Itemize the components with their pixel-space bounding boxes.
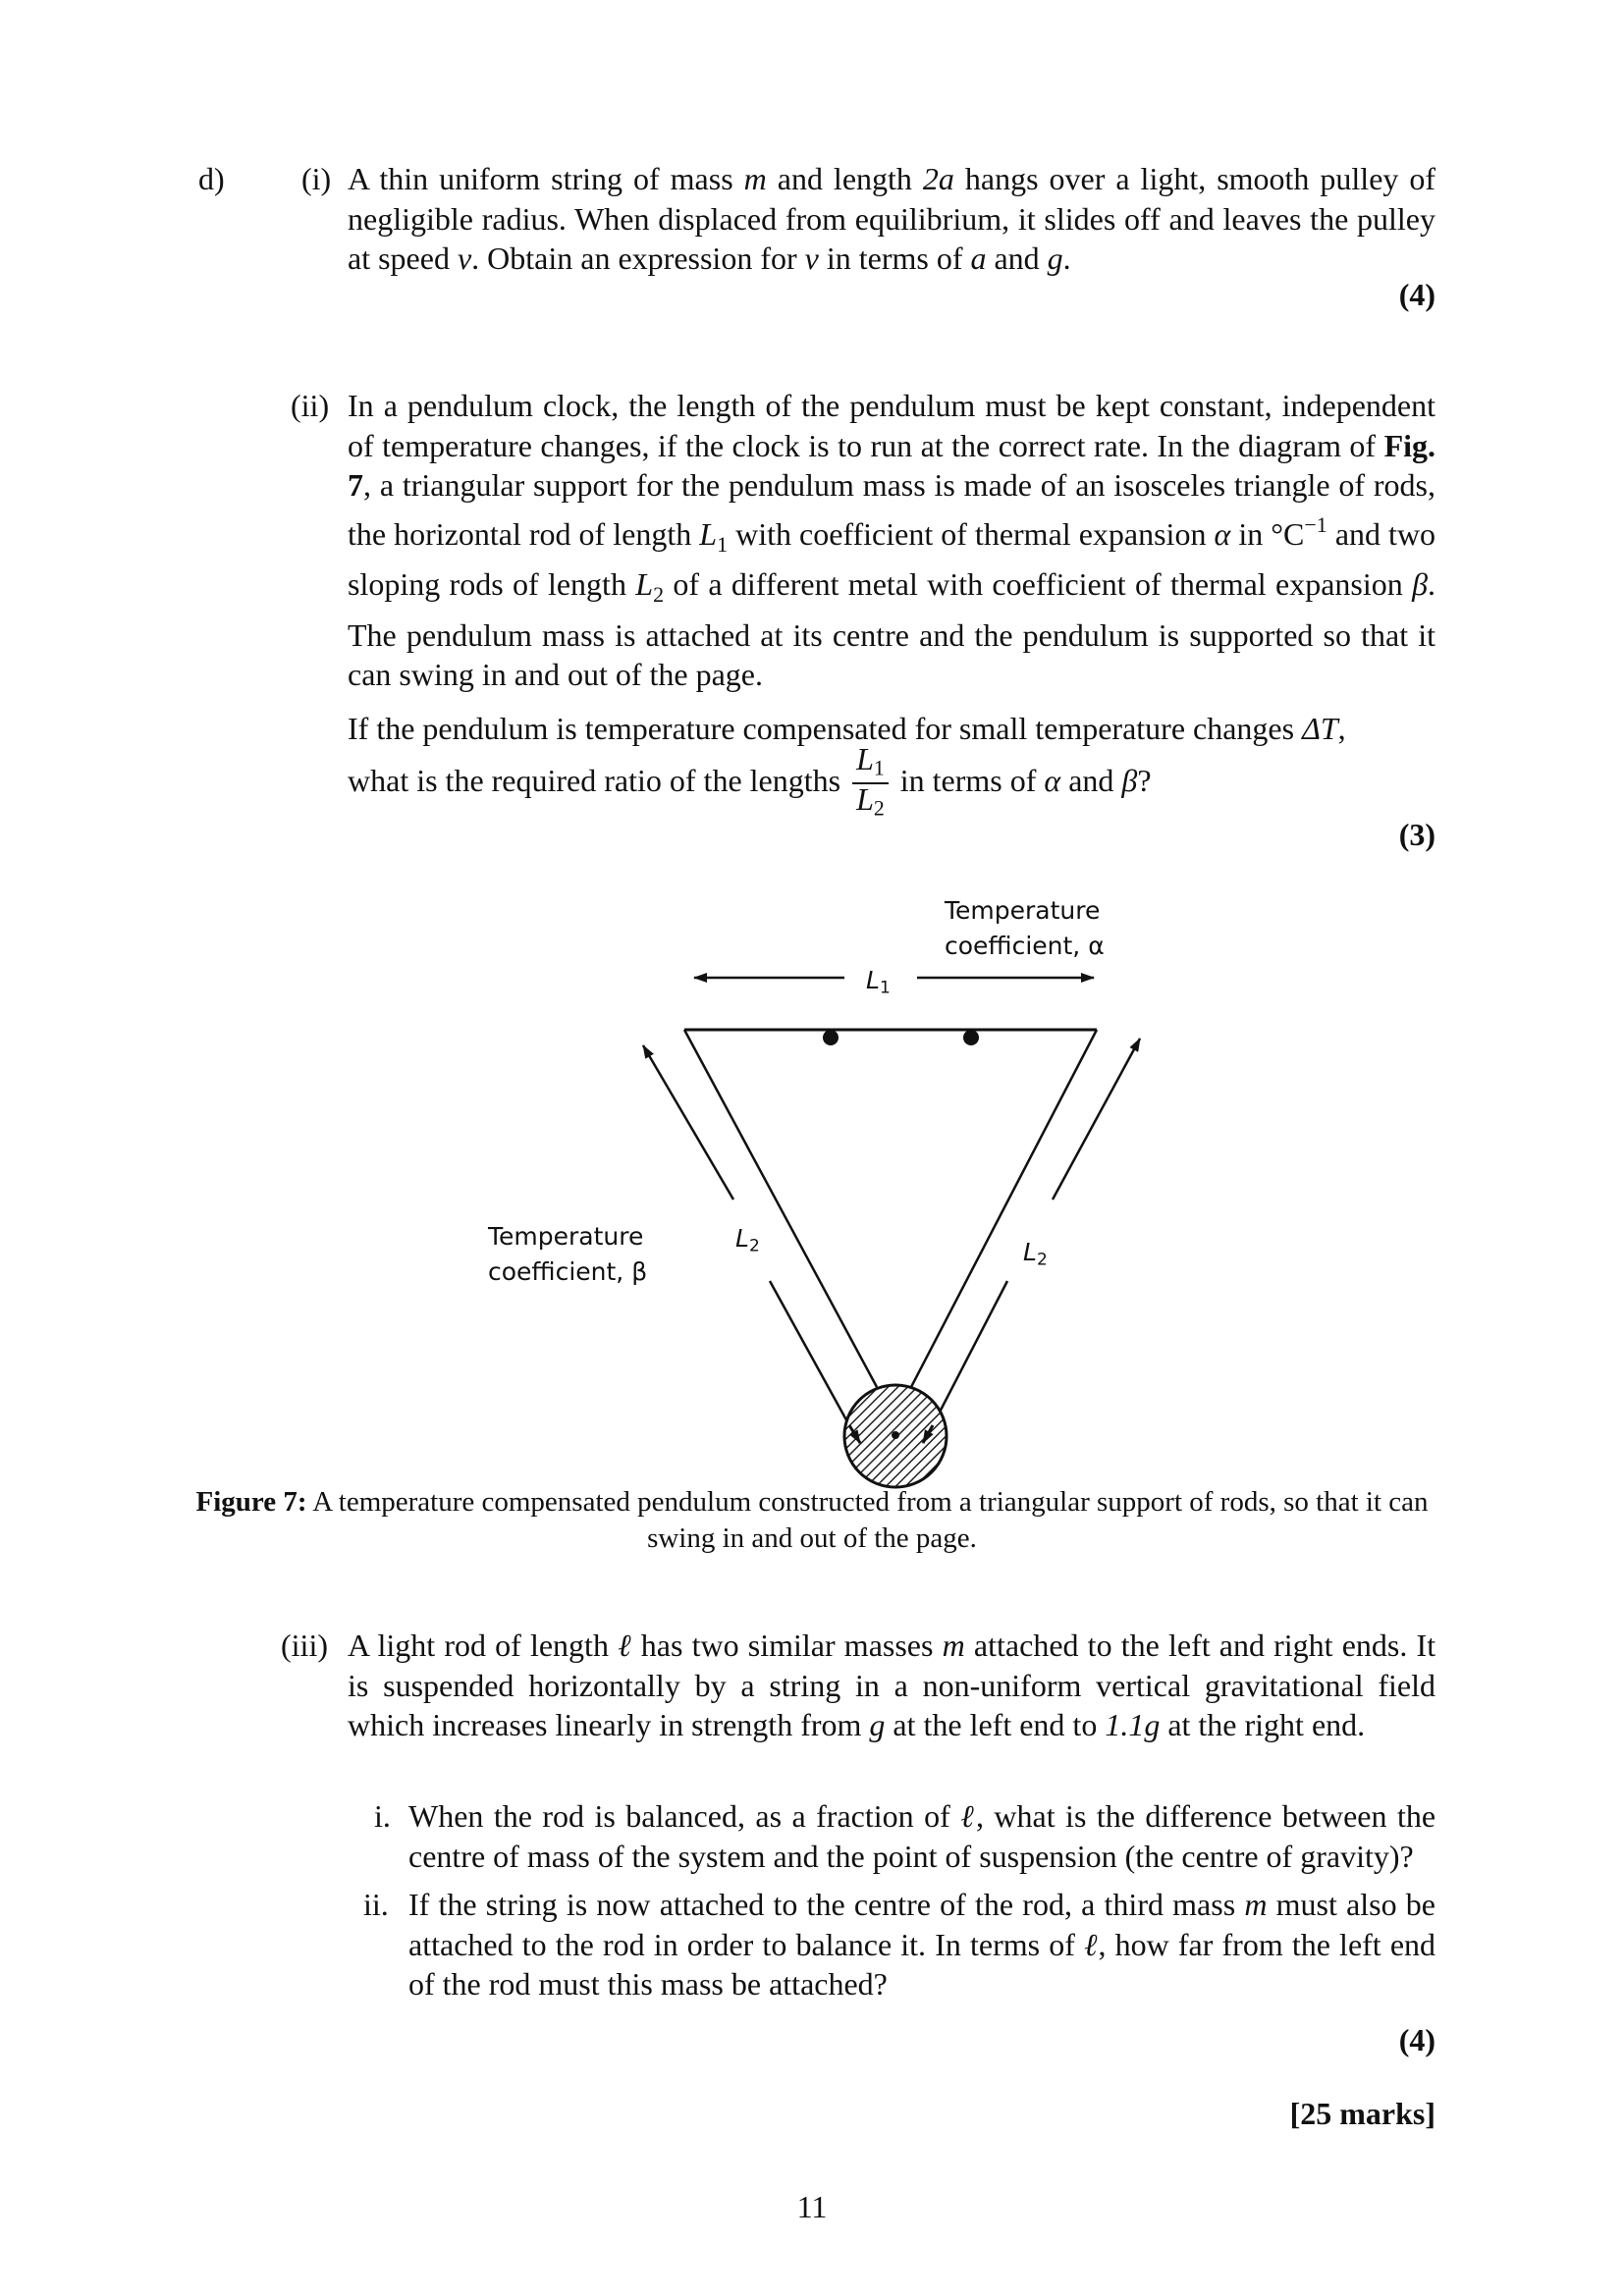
label-alpha: Temperature coefficient, α [945,896,1105,960]
part-ii-question-line1: If the pendulum is temperature compensated for small temperature changes ΔT, [348,711,1346,746]
label-l2-right: $L_2$ [1023,1238,1048,1270]
part-i-marks: (4) [1398,277,1435,312]
label-l1: $L_1$ [866,966,891,998]
sloping-rod-right [911,1030,1097,1387]
length-ratio-fraction: $\frac{L_1}{L_2}$ [852,744,889,824]
sub-ii-label: ii. [363,1887,389,1922]
figure-caption: Figure 7: A temperature compensated pendulum constructed from a triangular support of rods, so that it can swing in and out of the page. [195,1486,1429,1554]
part-iii-label: (iii) [281,1628,328,1663]
l2-arrow-right [1053,1039,1140,1200]
support-point-left [823,1030,839,1045]
label-beta: Temperature coefficient, β [488,1222,648,1286]
part-i-label: (i) [301,161,332,196]
sub-ii-text: If the string is now attached to the centre of the rod, a third mass m must also be attached to the rod in order to balance it. In terms of ℓ, how far from the left end of the rod must this mass be attached? [408,1887,1436,2002]
part-i-text: A thin uniform string of mass m and length 2a hangs over a light, smooth pulley of negligible radius. When displaced from equilibrium, it slides off and leaves the pulley at speed v. Obtain an expression for v in terms of a and g. [348,161,1436,276]
support-point-right [963,1030,979,1045]
bob-centre [892,1431,899,1439]
sub-i-text: When the rod is balanced, as a fraction of ℓ, what is the difference between the centre of mass of the system and the point of suspension (the centre of gravity)? [408,1798,1436,1874]
part-iii-marks: (4) [1398,2022,1435,2057]
sub-i-label: i. [374,1798,391,1834]
label-l2-left: $L_2$ [735,1224,760,1256]
part-ii-text: In a pendulum clock, the length of the pendulum must be kept constant, independent of temperature changes, if the clock is to run at the correct rate. In the diagram of Fig. 7, a triangular support for the pendulum mass is made of an isosceles triangle of rods, the horizontal rod of length $L_1$ with coefficient of thermal expansion α in $^\circ C^{-1}$ and two sloping rods of length $L_2$ of a different metal with coefficient of thermal expansion β. The pendulum mass is attached at its centre and the pendulum is supported so that it can swing in and out of the page. [348,388,1436,692]
part-ii-question-line2: what is the required ratio of the lengths $\frac{L_1}{L_2}$ in terms of α and β? [348,744,1435,824]
total-marks: [25 marks] [1289,2096,1435,2131]
part-iii-text: A light rod of length ℓ has two similar masses m attached to the left and right ends. It is suspended horizontally by a string in a non-uniform vertical gravitational field which increases linearly in strength from g at the left end to 1.1g at the right end. [348,1628,1436,1742]
part-ii-label: (ii) [291,388,330,423]
l2-arrow-left [643,1045,733,1200]
sloping-rod-left-outer [770,1281,849,1425]
page-number: 11 [796,2189,828,2224]
question-label: d) [198,161,225,196]
sloping-rod-right-outer [933,1281,1007,1425]
sloping-rod-left [684,1030,877,1387]
part-ii-marks: (3) [1398,817,1435,852]
figure-reference: Fig. 7 [348,427,1436,503]
